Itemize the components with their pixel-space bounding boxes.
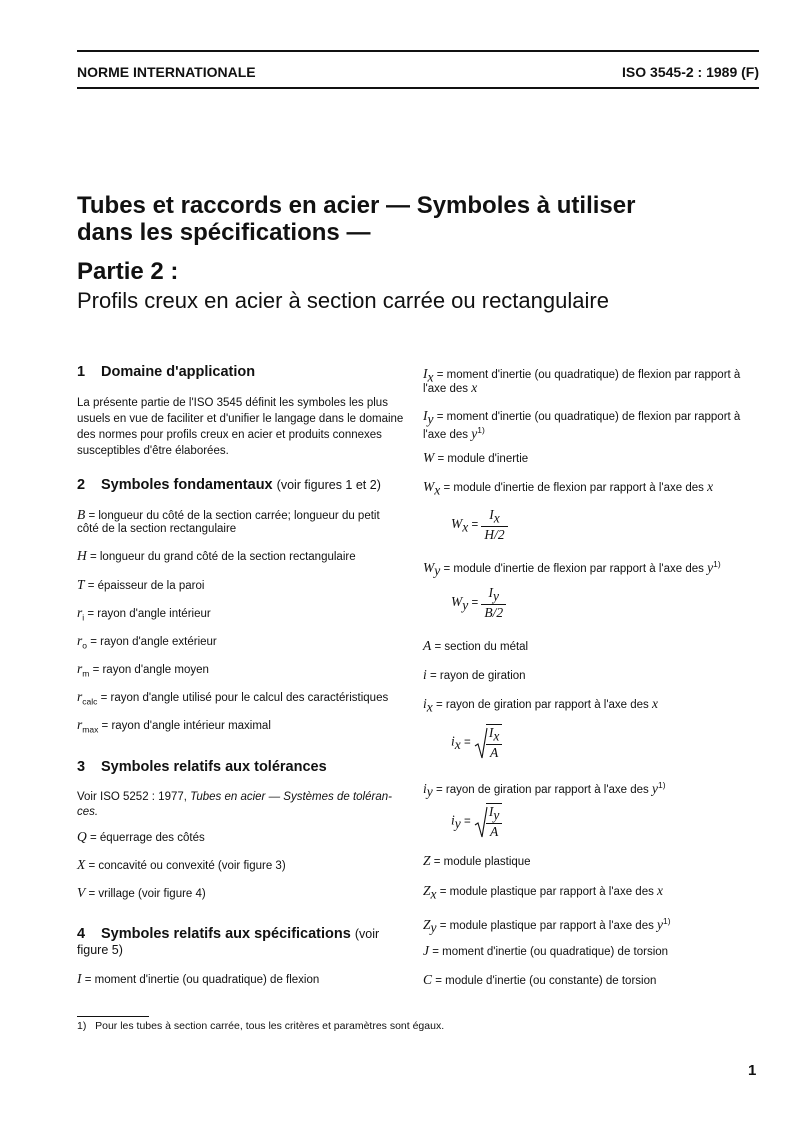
symbol-subscript: m (82, 668, 90, 679)
section-3-heading (77, 759, 327, 775)
formula-lhs-subscript: x (462, 519, 469, 535)
symbol-subscript: y (430, 920, 437, 936)
symbol: X (77, 857, 86, 872)
fraction (486, 724, 503, 761)
symbol-entry (423, 696, 658, 715)
subtitle: Profils creux en acier à section carrée ou rectangulaire (77, 288, 609, 313)
section-1-text-line: susceptibles d'être élaborées. (77, 445, 229, 457)
axis-symbol: y (707, 559, 714, 575)
footnote (77, 1020, 444, 1032)
denominator: A (486, 744, 503, 761)
fraction (481, 585, 506, 621)
section-1-heading (77, 364, 255, 380)
section-note: (voir (354, 927, 380, 941)
symbol: i (423, 667, 427, 682)
symbol-entry (423, 943, 668, 960)
formula-lhs: W (451, 516, 463, 532)
axis-symbol: y (471, 425, 478, 441)
equals-sign: = (463, 736, 471, 749)
symbol: I (77, 971, 82, 986)
symbol-subscript: x (426, 699, 433, 715)
formula-lhs: W (451, 594, 463, 610)
symbol-entry (423, 479, 713, 498)
numerator-symbol: I (488, 725, 494, 740)
definition: = rayon d'angle intérieur (87, 608, 211, 620)
title-line-1: Tubes et raccords en acier — Symboles à utiliser (77, 192, 636, 219)
definition: = rayon de giration par rapport à l'axe des (435, 783, 649, 796)
symbol: V (77, 885, 86, 900)
part-label: Partie 2 : (77, 258, 179, 285)
title-line-2: dans les spécifications — (77, 219, 371, 246)
symbol: C (423, 972, 433, 987)
definition: = module d'inertie de flexion par rapport à l'axe des (443, 482, 704, 494)
axis-symbol: x (471, 380, 478, 395)
definition: = concavité ou convexité (voir figure 3) (88, 860, 286, 872)
document-title (77, 192, 757, 246)
section-1-text-line: usuels en vue de faciliter et d'unifier le langage dans le domaine (77, 413, 404, 425)
definition: = rayon d'angle intérieur maximal (101, 720, 271, 732)
section-1-text-line: La présente partie de l'ISO 3545 définit les symboles les plus (77, 397, 388, 409)
equals-sign: = (471, 519, 479, 532)
section-title: Symboles fondamentaux (101, 477, 273, 493)
symbol-entry (77, 857, 286, 874)
symbol-entry (423, 883, 663, 902)
symbol: H (77, 548, 87, 563)
definition: = module d'inertie de flexion par rapport à l'axe des (443, 562, 704, 575)
section-note: (voir figures 1 et 2) (276, 478, 381, 492)
definition: = rayon de giration par rapport à l'axe des (435, 699, 649, 711)
symbol: r (77, 661, 83, 676)
symbol-entry (77, 577, 204, 594)
formula-wy (451, 585, 506, 621)
definition: = équerrage des côtés (89, 832, 205, 844)
symbol: W (423, 559, 435, 575)
definition-continuation: côté de la section rectangulaire (77, 523, 237, 535)
symbol: i (423, 780, 427, 796)
symbol-entry (77, 548, 356, 565)
symbol-entry (423, 913, 671, 936)
numerator (481, 507, 507, 526)
section-title: Symboles relatifs aux spécifications (101, 926, 351, 942)
definition: = vrillage (voir figure 4) (88, 888, 206, 900)
definition: = module d'inertie (437, 453, 529, 465)
formula-lhs: i (451, 812, 455, 828)
section-number: 1 (77, 364, 86, 380)
symbol-subscript: x (427, 369, 434, 385)
denominator: B/2 (481, 604, 506, 621)
definition-text: l'axe des (423, 383, 469, 395)
header-left: NORME INTERNATIONALE (77, 64, 256, 80)
section-note-continuation: figure 5) (77, 943, 123, 957)
symbol: r (77, 605, 83, 620)
definition: = rayon d'angle extérieur (90, 636, 217, 648)
definition: = module d'inertie (ou constante) de torsion (435, 975, 657, 987)
symbol-subscript: calc (82, 696, 98, 707)
symbol-entry (423, 556, 721, 579)
section-3-reference (77, 789, 392, 805)
definition: = moment d'inertie (ou quadratique) de torsion (432, 946, 669, 958)
reference-title: Tubes en acier — Systèmes de toléran- (190, 791, 392, 803)
symbol-subscript: x (434, 482, 441, 498)
symbol-entry (423, 972, 656, 989)
equals-sign: = (471, 597, 479, 610)
symbol-subscript: max (82, 724, 99, 735)
symbol: A (423, 638, 432, 653)
formula-wx (451, 507, 508, 543)
definition: = rayon d'angle moyen (92, 664, 209, 676)
numerator-subscript: y (493, 588, 499, 604)
reference-prefix: Voir ISO 5252 : 1977, (77, 791, 191, 803)
symbol-entry (77, 661, 209, 681)
numerator (486, 804, 503, 823)
axis-symbol: y (652, 780, 659, 796)
symbol-subscript: i (82, 612, 85, 623)
symbol-entry (77, 971, 319, 988)
formula-lhs-subscript: y (462, 597, 469, 613)
header-right: ISO 3545-2 : 1989 (F) (622, 64, 759, 80)
reference-title-continuation: ces. (77, 806, 99, 818)
header-rule-top (77, 50, 759, 52)
definition: = module plastique par rapport à l'axe des (439, 919, 654, 932)
axis-symbol: x (707, 479, 714, 494)
header (77, 64, 759, 82)
numerator-symbol: I (489, 507, 494, 522)
section-1-text-line: des normes pour profils creux en acier et produits connexes (77, 429, 382, 441)
formula-iy (451, 803, 502, 840)
definition: = module plastique par rapport à l'axe des (439, 886, 654, 898)
definition-continuation (423, 422, 485, 443)
numerator-symbol: I (488, 585, 493, 600)
numerator-subscript: y (493, 807, 500, 823)
symbol: J (423, 943, 429, 958)
section-4-heading (77, 926, 379, 942)
footnote-mark: 1) (77, 1020, 87, 1032)
symbol: W (423, 479, 435, 494)
definition: = moment d'inertie (ou quadratique) de flexion par rapport à (436, 369, 741, 381)
denominator: A (486, 823, 503, 840)
numerator (486, 725, 503, 744)
symbol-subscript: x (430, 886, 437, 902)
symbol-subscript: o (82, 640, 87, 651)
numerator-symbol: I (488, 804, 494, 819)
footnote-text: Pour les tubes à section carrée, tous les critères et paramètres sont égaux. (95, 1020, 445, 1032)
symbol: W (423, 450, 435, 465)
symbol-entry (423, 638, 528, 655)
symbol: r (77, 717, 83, 732)
formula-lhs: i (451, 733, 455, 749)
definition-text: l'axe des (423, 428, 469, 441)
numerator-subscript: x (493, 510, 500, 526)
section-title: Domaine d'application (101, 364, 256, 380)
header-rule-bottom (77, 87, 759, 89)
symbol: I (423, 408, 428, 423)
symbol: Z (423, 883, 431, 898)
fraction (481, 507, 507, 543)
section-number: 3 (77, 759, 86, 775)
symbol-entry (77, 829, 205, 846)
numerator-subscript: x (493, 728, 500, 744)
symbol-entry (423, 667, 526, 684)
symbol: Q (77, 829, 87, 844)
definition: = moment d'inertie (ou quadratique) de flexion (84, 974, 320, 986)
equals-sign: = (463, 815, 471, 828)
section-2-heading (77, 477, 381, 493)
definition: = rayon d'angle utilisé pour le calcul des caractéristiques (100, 692, 389, 704)
symbol-entry (423, 853, 531, 870)
denominator: H/2 (481, 526, 507, 543)
page-number: 1 (748, 1062, 757, 1079)
symbol: i (423, 696, 427, 711)
fraction (486, 803, 503, 840)
symbol: T (77, 577, 85, 592)
definition: = rayon de giration (429, 670, 526, 682)
symbol: Z (423, 916, 431, 932)
footnote-rule (77, 1016, 149, 1017)
definition-continuation (423, 380, 477, 397)
symbol: r (77, 633, 83, 648)
axis-symbol: y (657, 916, 664, 932)
footnote-ref: 1) (477, 425, 485, 435)
formula-ix (451, 724, 502, 761)
symbol-entry (77, 689, 388, 709)
definition: = longueur du côté de la section carrée; longueur du petit (88, 510, 380, 522)
footnote-ref: 1) (713, 559, 721, 569)
definition: = moment d'inertie (ou quadratique) de flexion par rapport à (436, 411, 741, 423)
symbol-entry (77, 633, 217, 653)
section-number: 2 (77, 477, 86, 493)
footnote-ref: 1) (658, 780, 666, 790)
axis-symbol: x (652, 696, 659, 711)
symbol-subscript: y (434, 563, 441, 579)
symbol-subscript: y (426, 784, 433, 800)
formula-lhs-subscript: x (454, 737, 461, 753)
symbol: I (423, 366, 428, 381)
symbol: B (77, 507, 86, 522)
numerator (481, 585, 506, 604)
definition: = section du métal (434, 641, 529, 653)
symbol-entry (423, 777, 666, 800)
symbol-entry (77, 885, 206, 902)
symbol: Z (423, 853, 431, 868)
symbol-subscript: y (427, 411, 434, 427)
section-title: Symboles relatifs aux tolérances (101, 759, 327, 775)
symbol-entry (77, 717, 271, 737)
symbol: r (77, 689, 83, 704)
definition: = épaisseur de la paroi (87, 580, 205, 592)
section-number: 4 (77, 926, 86, 942)
formula-lhs-subscript: y (454, 816, 461, 832)
definition: = longueur du grand côté de la section rectangulaire (89, 551, 356, 563)
symbol-entry (77, 605, 211, 625)
footnote-ref: 1) (663, 916, 671, 926)
symbol-entry (423, 450, 528, 467)
definition: = module plastique (433, 856, 531, 868)
axis-symbol: x (657, 883, 664, 898)
